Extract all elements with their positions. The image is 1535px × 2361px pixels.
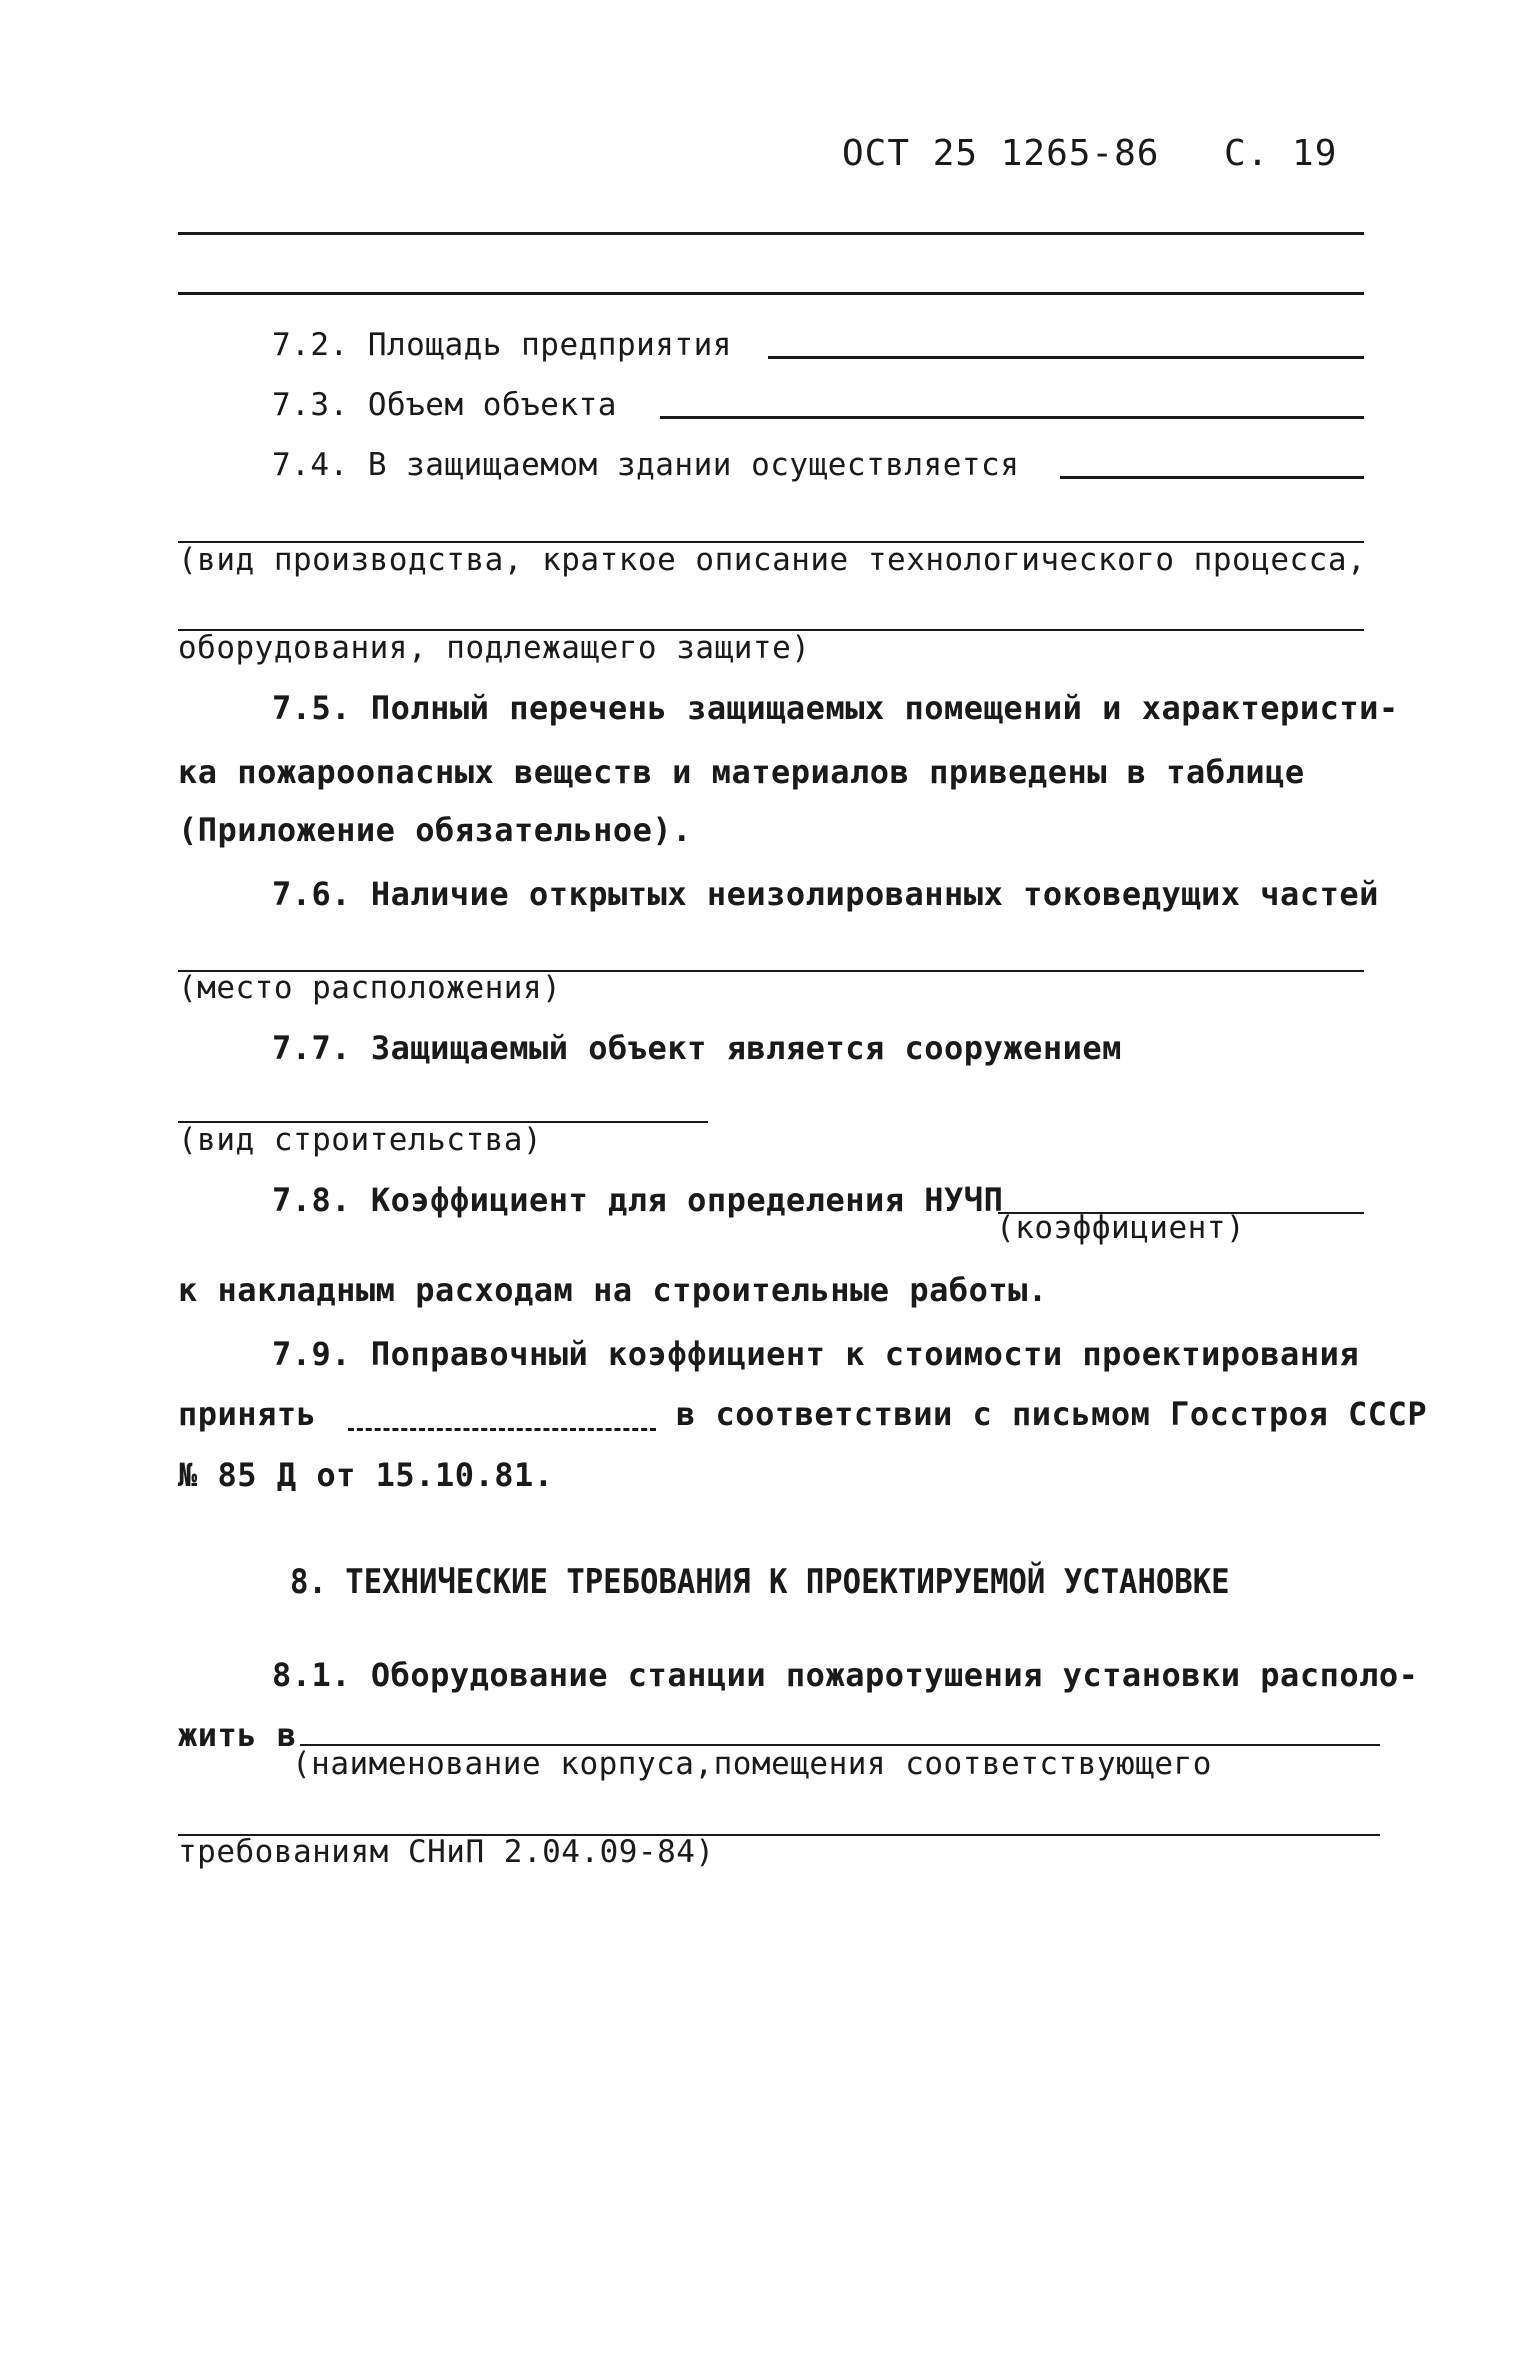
caption-7-8: (коэффициент) (996, 1210, 1246, 1246)
header-rule-1 (178, 232, 1364, 235)
section-8-title: 8. ТЕХНИЧЕСКИЕ ТРЕБОВАНИЯ К ПРОЕКТИРУЕМОЙ УСТАНОВКЕ (290, 1562, 1230, 1602)
item-7-5-line-3: (Приложение обязательное). (178, 811, 692, 849)
item-7-9-per-letter: в соответствии с письмом Госстроя СССР (676, 1395, 1428, 1433)
header-rule-2 (178, 292, 1364, 295)
item-7-3: 7.3. Объем объекта (272, 387, 617, 423)
item-7-4: 7.4. В защищаемом здании осуществляется (272, 447, 1020, 483)
item-7-9-line-3: № 85 Д от 15.10.81. (178, 1456, 554, 1494)
item-7-5-line-2: ка пожароопасных веществ и материалов приведены в таблице (178, 753, 1305, 791)
item-7-7: 7.7. Защищаемый объект является сооружением (272, 1029, 1122, 1067)
blank-line-7-9 (348, 1428, 656, 1431)
item-7-6: 7.6. Наличие открытых неизолированных токоведущих частей (272, 875, 1379, 913)
item-7-5-line-1: 7.5. Полный перечень защищаемых помещений и характеристи- (272, 689, 1399, 727)
caption-7-4-1: (вид производства, краткое описание технологического процесса, (178, 542, 1367, 578)
item-7-9-line-1: 7.9. Поправочный коэффициент к стоимости проектирования (272, 1335, 1360, 1373)
blank-line-7-4 (1060, 476, 1364, 479)
blank-line-7-3 (660, 416, 1364, 419)
item-7-8-line-2: к накладным расходам на строительные работы. (178, 1271, 1048, 1309)
standard-number: ОСТ 25 1265-86 (842, 133, 1160, 174)
caption-7-4-2: оборудования, подлежащего защите) (178, 630, 811, 666)
blank-line-7-2 (768, 356, 1364, 359)
caption-8-1-1: (наименование корпуса,помещения соответствующего (292, 1746, 1212, 1782)
item-8-1-line-2: жить в (178, 1716, 297, 1754)
page-number: С. 19 (1224, 133, 1338, 174)
caption-7-7: (вид строительства) (178, 1122, 543, 1158)
caption-7-6: (место расположения) (178, 970, 562, 1006)
item-8-1-line-1: 8.1. Оборудование станции пожаротушения установки располо- (272, 1656, 1419, 1694)
item-7-9-accept: принять (178, 1395, 317, 1433)
item-7-8: 7.8. Коэффициент для определения НУЧП (272, 1181, 1004, 1219)
item-7-2: 7.2. Площадь предприятия (272, 327, 732, 363)
caption-8-1-2: требованиям СНиП 2.04.09-84) (178, 1834, 715, 1870)
